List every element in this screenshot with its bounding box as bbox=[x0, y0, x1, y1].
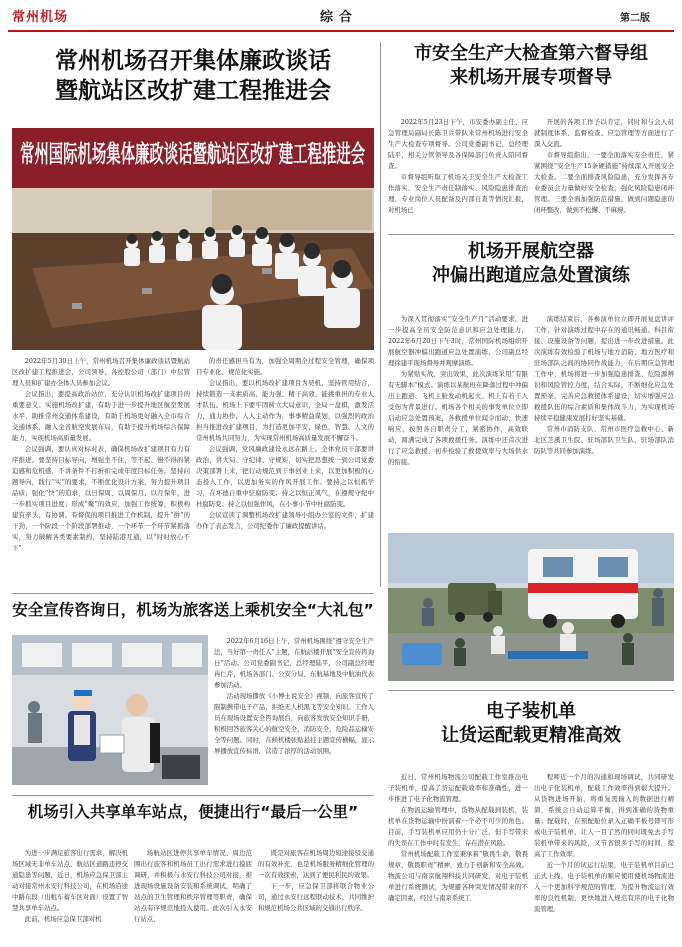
article6-title bbox=[388, 700, 674, 748]
paragraph: 在物流运输管理中，货物从配载到装机，装机单在货物运输中扮演着一个必不可少的角色。目前，手写装机单应用仍十分广泛，但手写带来的失误在工作中时有发生，存在潜在风险。 bbox=[388, 806, 528, 847]
article5-title: 机场引入共享单车站点，便捷出行“最后一公里” bbox=[27, 803, 359, 821]
column-divider bbox=[380, 42, 381, 587]
article6-col2 bbox=[534, 772, 674, 940]
paragraph: 活动现场播放《小博士说安全》视频，向旅客宣传了限制携带电子产品、拒绝无人机黑飞等安全知识。工作人员在现场设置安全咨询展台，向旅客发放安全知识手册，积极回答旅客关心的航空安全、消防安全、危险品运输安全等问题。同时，在候机楼张贴悬挂主题宣传横幅，显示屏播放宣传标语，营造了浓厚的活动氛围。 bbox=[214, 692, 374, 755]
meeting-photo bbox=[12, 128, 374, 350]
article1-col2 bbox=[196, 356, 374, 586]
article1-col1 bbox=[12, 356, 190, 586]
divider bbox=[12, 593, 374, 594]
drill-photo bbox=[388, 533, 674, 681]
article3-col1 bbox=[388, 314, 528, 524]
article3-title-line1: 机场开展航空器 bbox=[468, 241, 594, 262]
masthead-rule bbox=[8, 30, 674, 32]
paragraph: 2022年5月23日下午，市安委办副主任、应急管理局副局长陈卫兵带队来常州机场进行安全生产大检查专项督导。公司党委副书记、总经理陆平，相关分管领导及各保障部门负责人陪同督查。 bbox=[388, 118, 528, 170]
article1-title bbox=[12, 46, 374, 107]
paragraph: 开展的各项工作予以肯定，同时和与会人员就制度体系、监督检查、应急管理等方面进行了深入交流。 bbox=[534, 118, 674, 148]
article3-col2 bbox=[534, 314, 674, 524]
meeting-banner-text: 常州国际机场集体廉政谈话暨航站区改扩建工程推进会 bbox=[20, 140, 365, 168]
divider bbox=[388, 690, 674, 691]
masthead bbox=[0, 0, 682, 34]
paragraph: 近一个月的试运行结果，电子装机单目前已正式上线，电子装机单的顺应使用使机场物流进入一个更加科学规范的管理，为提升物流运行效率的良性机制，更快地进入规范有序的电子化物流管理。 bbox=[534, 861, 674, 913]
paragraph: 近日，常州机场物流公司配载工作室推出电子装机单，提高了货运配载效率和准确性，进一步推进了电子化物流管理。 bbox=[388, 773, 528, 803]
paper-name: 常州机场 bbox=[12, 10, 69, 25]
article6-title-line1: 电子装机单 bbox=[486, 701, 576, 722]
article5-col2: 场航站区进停共享单车情况、周边范围出行旅客和机场员工出行需求进行摸底调研，并积极与永安行科技公司对接，推进现场设施设备安装和系统调试，明确了站点的卫生管理和秩序管理等职责，确保站点有序规范地投入使用。此次引入永安行站点， bbox=[134, 849, 252, 923]
article4-body bbox=[214, 636, 374, 784]
paragraph: 常州机场配载工作室秉承着“敬畏生命、敬畏规章、敬畏职责”精神，致力于创新和安全高效。物流公司与南京航翔科技共同研发，对电子装机单进行系统测试，为规避各种突发情况带来的不确定因素，经过与南京系统工 bbox=[388, 850, 528, 902]
article2-title bbox=[388, 42, 674, 90]
page-label: 第二版 bbox=[620, 13, 650, 24]
article2-col2 bbox=[534, 117, 674, 229]
paragraph: 为进一步满足旅客出行需求，解决机场区域无非单车站点、航站区道路违停交通隐患等问题，近日，机场应急保卫部主动对接常州永安行科技公司，在机场沿途中路东段（出租车蓄车区对面）设置了智慧共享单车站点。 bbox=[12, 849, 128, 912]
article4-title: 安全宣传咨询日，机场为旅客送上乘机安全“大礼包” bbox=[12, 601, 374, 619]
article6-col1 bbox=[388, 772, 528, 940]
article5-col3 bbox=[258, 848, 374, 940]
paragraph: 2022年6月16日上午，常州机场围绕“遵守安全生产法，当好第一责任人”主题，在航站楼开展“安全宣传咨询日”活动。公司党委副书记、总经理陆平，公司副总经理冉仁芹，机场各部门、公安分局、东航基地及中航油代表参加活动。 bbox=[214, 637, 374, 689]
paragraph: 会议强调，党风廉政建设永远在路上。全体党员干部要讲政治、讲大局、守纪律、守规矩，切实把思想统一到公司党委决策部署上来，把行动规范到干事创业上来，以更加积极的心态投入工作，以更加务实的作风开展工作。要持之以恒抓学习，在坏德自重中驻腐防变；持之以恒正风气，在遵规守纪中杜腐防变；持之以恒强作风，在小事小节中杜腐防变。 bbox=[196, 445, 374, 508]
paragraph: 会议强调，要认真对标对表，确保机场改扩建项目有力有序推进。要坚持目标导向，增强坐不住、等不起、慢不得的紧迫感和危机感，不讲条件不打折扣完成年度目标任务。坚持问题导向，践行“实”的要求，不断优化设计方案，努力提升项目品质；强化“快”的追求，以日保周、以周保月、以月保年，进一步抓实项目进度；形成“聚”的效应，加强工作统筹，积极构建有牵头、有协调、有督促的项目推进工作机制，提升“拼”的干劲，一个阶段一个阶段部署推动，一个环节一个环节紧抓落实，努力破解各类要素制约，坚持陆港互通，以“时时放心不下” bbox=[12, 445, 190, 552]
paragraph: 为紧贴实战、突出效果，此次演练采用“有限有无脚本”模式。演练以某航班在降落过程中冲偏出主跑道、飞机主舱发动机起火、机上有若干人受伤为背景进行。机场各个相关的事发单位立即启动应急处置预案，各救援单位闻令而动、快速响应，按照各自职责分工，紧密协作，高效联动，圆满完成了各项救援任务。演练中还首次进行了应急救援，初步检验了救援效率与大场供水的衔接。 bbox=[388, 370, 528, 466]
article2-col1 bbox=[388, 117, 528, 229]
paragraph: 既是对旅客在机场周边短途接驳交通的有效补充，也是机场服务精细化管理的一次有效探索，达到了便民利民的效果。 bbox=[258, 849, 374, 879]
paragraph: 为深入贯彻落实“安全生产月”活动要求，进一步提高全员安全防范意识和应急处理能力，2022年6月20日下午3时，常州国际机场组织开展航空器冲偏出跑道应急处置演练，公司副总经理徐建平现场督导并观摩演练。 bbox=[388, 315, 528, 367]
section-title: 综合 bbox=[320, 10, 359, 25]
paragraph: 此前，机场应急保卫部对机 bbox=[24, 915, 102, 923]
article2-title-line2: 来机场开展专项督导 bbox=[450, 66, 612, 88]
paragraph: 市督导组听取了机场关于安全生产大检查工作落实、安全生产责任制落实、风险隐患排查治理、专业岗位人员配备及内部自查等情况汇报，对机场已 bbox=[388, 173, 528, 214]
paragraph: 程师近一个月的沟通和现场调试，共同研发出电子化装机单，配载工作效率得到很大提升。从货物进场开始，将重复需输入的数据进行精简，系统会自动运算平衡，得到准确的货物重量；配载时，在预配舱位录入正确平板号即可形成电子装机单，让人一目了然的同时既免去手写装机单带来的风险，又节省很多手写的时间，提高了工作效率。 bbox=[534, 773, 674, 858]
divider bbox=[388, 234, 674, 235]
paragraph: 的责任感担当有为，加强全周期全过程安全管理，确保项目专业化、规范化实施。 bbox=[196, 357, 374, 376]
article5-col1 bbox=[12, 848, 128, 940]
article3-title-line2: 冲偏出跑道应急处置演练 bbox=[432, 264, 630, 286]
article3-title bbox=[388, 240, 674, 288]
paragraph: 市督导组指出，一要全面落实安全责任，紧紧围绕“安全生产15条硬措施”持续深入开展安全大检查。二要全面排查风险隐患，充分发挥各专业委员会力量做好安全检查，强化风险隐患闭环管理。三要全面加强防范措施，做到问题隐患的闭环整改，做到不松懈、不麻痹。 bbox=[534, 151, 674, 214]
article1-title-line2: 暨航站区改扩建工程推进会 bbox=[55, 78, 331, 105]
promotion-photo bbox=[12, 635, 208, 785]
paragraph: 会议宣读了调整机场改扩建领导小组办公室的文件，扩建办作了表态发言，公司纪委作了廉政提醒讲话。 bbox=[196, 511, 374, 530]
paragraph: 会议指出，要提高政治站位，充分认识机场改扩建项目的重要意义。实施机场改扩建，有助于进一步提升地区航空发展水平，助推常州交通体系建设，有助于机场更好融入全市综合交通体系，融入全省航空发展布局，有助于提升机场综合保障能力，实现机场高质量发展。 bbox=[12, 390, 190, 442]
article6-title-line2: 让货运配载更精准高效 bbox=[441, 724, 621, 746]
paragraph: 2022年5月30日上午，常州机场召开集体廉政谈话暨航站区改扩建工程推进会，公司领导、各控股公司（部门）中层管理人员和扩建办全体人员参加会议。 bbox=[12, 357, 190, 387]
paragraph: 常州市消防支队、常州市医疗急救中心、新北区芝溪卫生院、驻场部队卫生队、驻场部队消防队等共同参加演练。 bbox=[534, 425, 674, 455]
article1-title-line1: 常州机场召开集体廉政谈话 bbox=[55, 48, 331, 74]
article2-title-line1: 市安全生产大检查第六督导组 bbox=[414, 43, 648, 64]
paragraph: 下一步，应急保卫部将联合物业公司，通过永安行远程联动技术，共同维护和规范机场公共区域的交通出行秩序。 bbox=[258, 882, 374, 912]
divider bbox=[12, 795, 374, 796]
paragraph: 会议指出，要以机场改扩建项目为契机，坚持管用结合，持续锻造一支素质高、能力强、精干高效、能挑重担的专业人才队伍。机场上下要牢固树立大局意识，全局一盘棋，激发活力，通力协作，人人主动作为，事事精益谋划，以强烈的政治担当推进改扩建项目，为打造更加平安、绿色、智慧、人文的常州机场共同努力，为实现常州机场高质量发展不懈奋斗。 bbox=[196, 379, 374, 442]
paragraph: 演练结束后，各参演单位立即开展复盘讲评工作，针对演练过程中存在的通讯畅通、科目衔接、设施设备等问题，提出进一步改进措施。此次演练有效检验了机场与地方消防、地方医疗和驻场部队之间的协同作战能力，在后期应急管理工作中，机场将进一步加强隐患排查、危险源辨识和风险管控力度，结合实际，不断细化应急处置预案，完善应急救援体系建设，切实增强应急救援队伍的综合素质和集体战斗力，为实现机场持续平稳健康发展打好坚实基础。 bbox=[534, 315, 674, 422]
